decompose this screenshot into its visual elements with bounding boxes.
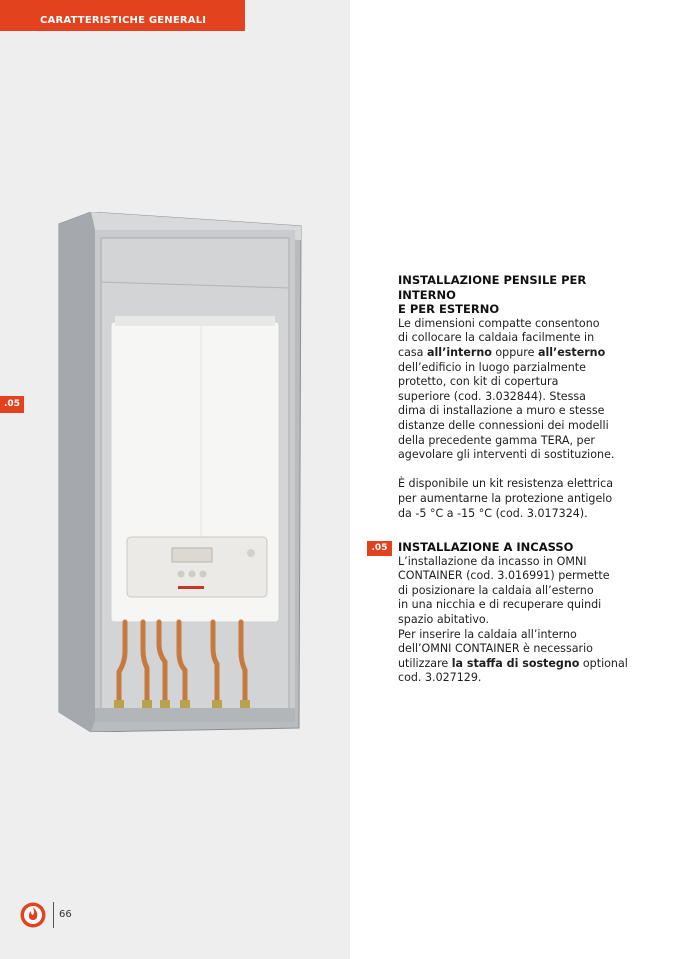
body-line: in una nicchia e di recuperare quindi	[398, 598, 602, 612]
body-emphasis: all’interno	[427, 345, 492, 359]
section-title	[398, 273, 628, 317]
body-line: Le dimensioni compatte consentono	[398, 316, 600, 330]
body-line: dima di installazione a muro e stesse	[398, 404, 605, 418]
body-line: di collocare la caldaia facilmente in	[398, 331, 595, 345]
body-line: spazio abitativo.	[398, 612, 490, 626]
body-line: distanze delle connessioni dei modelli	[398, 418, 609, 432]
body-line: superiore (cod. 3.032844). Stessa	[398, 389, 586, 403]
body-line	[398, 346, 628, 361]
body-text: utilizzare	[398, 656, 452, 670]
body-text: oppure	[491, 345, 538, 359]
footer-divider	[53, 902, 54, 928]
body-line: È disponibile un kit resistenza elettrica	[398, 477, 614, 491]
section-title-line: INTERNO	[398, 287, 456, 302]
section-tag: .05	[0, 396, 24, 413]
body-line: della precedente gamma TERA, per	[398, 433, 595, 447]
header-bar	[0, 0, 245, 31]
body-text: optional	[579, 656, 628, 670]
body-line: di posizionare la caldaia all’esterno	[398, 583, 594, 597]
section-body	[398, 317, 628, 463]
body-line: protetto, con kit di copertura	[398, 375, 559, 389]
body-line: dell’edificio in luogo parzialmente	[398, 360, 586, 374]
section-installazione-incasso	[398, 540, 628, 686]
body-line: L’installazione da incasso in OMNI	[398, 554, 587, 568]
body-line: cod. 3.027129.	[398, 671, 482, 685]
section-title: INSTALLAZIONE A INCASSO	[398, 540, 574, 554]
body-emphasis: all’esterno	[537, 345, 606, 359]
section-tag-inline: .05	[367, 541, 392, 556]
body-line	[398, 657, 628, 672]
body-line: da -5 °C a -15 °C (cod. 3.017324).	[398, 506, 588, 520]
header-title: CARATTERISTICHE GENERALI	[40, 15, 207, 26]
body-line: agevolare gli interventi di sostituzione.	[398, 448, 615, 462]
section-title-line: INSTALLAZIONE PENSILE PER	[398, 273, 587, 287]
boiler-container-image	[55, 212, 305, 732]
brand-flame-icon	[20, 902, 46, 928]
section-note	[398, 477, 628, 521]
section-title-line: E PER ESTERNO	[398, 302, 500, 317]
body-text: casa	[398, 345, 428, 359]
body-line: Per inserire la caldaia all’interno	[398, 627, 577, 641]
body-line: dell’OMNI CONTAINER è necessario	[398, 642, 593, 656]
section-installazione-pensile	[398, 273, 628, 521]
section-body	[398, 555, 628, 686]
body-line: per aumentarne la protezione antigelo	[398, 491, 613, 505]
body-line: CONTAINER (cod. 3.016991) permette	[398, 569, 610, 583]
body-emphasis: la staffa di sostegno	[451, 656, 580, 670]
page-number: 66	[59, 909, 72, 920]
